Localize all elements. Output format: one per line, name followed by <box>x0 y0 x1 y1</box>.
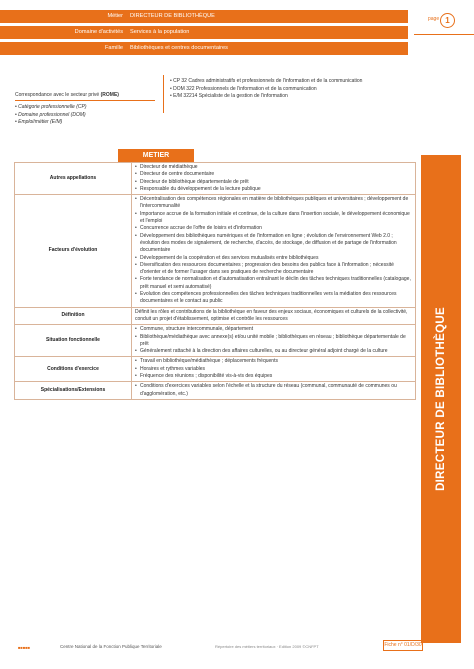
footer-fiche-number: Fiche n° 01/D/30 <box>383 640 423 651</box>
table-row <box>15 325 416 357</box>
correspondence-list <box>15 104 155 127</box>
row-label: Situation fonctionnelle <box>15 325 132 357</box>
row-label: Autres appellations <box>15 163 132 195</box>
footer <box>0 640 474 669</box>
rome-code: • CP 32 Cadres administratifs et professionnels de l'information et de la communication <box>170 78 363 84</box>
header-label: Famille <box>104 45 123 51</box>
list-item: • Développement des bibliothèques numériques et de l'information en ligne ; évolution de l'environnement Web 2.0 ; évolution des modes de signalement, de recherche, d'accès, de stockage, de diffusion et de partage de l'information documentaire <box>135 233 412 255</box>
correspondence-title-code: (ROME) <box>100 92 119 98</box>
row-content <box>132 357 416 382</box>
row-content <box>132 195 416 307</box>
section-tab-metier: METIER <box>118 149 194 162</box>
row-content <box>132 163 416 195</box>
list-item: • Evolution des compétences professionnelles des tâches techniques traditionnelles vers la médiation des ressources documentaires et le contact au public <box>135 291 412 306</box>
row-label: Conditions d'exercice <box>15 357 132 382</box>
metier-table <box>14 162 416 400</box>
list-item: • Directeur de centre documentaire <box>135 171 412 178</box>
header-value: DIRECTEUR DE BIBLIOTHÈQUE <box>130 13 215 19</box>
row-label: Définition <box>15 307 132 325</box>
list-item: • Horaires et rythmes variables <box>135 366 412 373</box>
bullet-list <box>135 196 412 305</box>
rome-code: • E/M 32214 Spécialiste de la gestion de l'information <box>170 93 288 99</box>
list-item: • Fréquence des réunions ; disponibilité vis-à-vis des équipes <box>135 373 412 380</box>
list-item: • Diversification des ressources documentaires ; progression des besoins des publics face à l'information ; nécessité d'orienter et de former l'usager dans ses pratiques de recherche documentaire <box>135 262 412 277</box>
list-item: • Décentralisation des compétences régionales en matière de bibliothèques publiques et universitaires ; développement de l'intercommunalité <box>135 196 412 211</box>
sidebar-title-band <box>421 155 461 643</box>
row-label: Spécialisations/Extensions <box>15 382 132 400</box>
correspondence-item: • Domaine professionnel (DOM) <box>15 111 86 118</box>
footer-mark: ■■■■■ <box>18 645 31 650</box>
list-item: • Directeur de médiathèque <box>135 164 412 171</box>
list-item: • Concurrence accrue de l'offre de loisirs et d'information <box>135 225 412 232</box>
header-value: Services à la population <box>130 29 190 35</box>
table-row <box>15 382 416 400</box>
list-item: • Généralement rattaché à la direction des affaires culturelles, ou au directeur général adjoint chargé de la culture <box>135 348 412 355</box>
list-item: • Conditions d'exercices variables selon l'échelle et la structure du réseau (communal, communauté de communes ou d'agglomération, etc.) <box>135 383 412 398</box>
header-value: Bibliothèques et centres documentaires <box>130 45 228 51</box>
list-item: • Responsable du développement de la lecture publique <box>135 186 412 193</box>
correspondence-item: • Catégorie professionnelle (CP) <box>15 104 87 110</box>
header-row-domaine <box>0 26 408 39</box>
correspondence-title <box>15 92 155 101</box>
bullet-list <box>135 326 412 355</box>
bullet-list <box>135 164 412 193</box>
page-divider <box>414 34 474 35</box>
row-content <box>132 307 416 325</box>
header-label: Domaine d'activités <box>74 29 123 35</box>
header <box>0 0 474 60</box>
page-indicator <box>414 10 474 55</box>
table-row <box>15 357 416 382</box>
page-label: page <box>428 16 440 22</box>
page-number: 1 <box>440 13 455 28</box>
header-row-famille <box>0 42 408 55</box>
correspondence-title-text: Correspondance avec le secteur privé <box>15 92 100 98</box>
rome-codes <box>170 78 362 101</box>
bullet-list <box>135 383 412 398</box>
sidebar-title: DIRECTEUR DE BIBLIOTHÈQUE <box>435 307 447 491</box>
table-row <box>15 307 416 325</box>
header-label: Métier <box>107 13 123 19</box>
row-label: Facteurs d'évolution <box>15 195 132 307</box>
list-item: • Travail en bibliothèque/médiathèque ; déplacements fréquents <box>135 358 412 365</box>
rome-code: • DOM 322 Professionnels de l'information et de la communication <box>170 85 317 92</box>
correspondence-block <box>15 92 155 127</box>
list-item: • Directeur de bibliothèque départementale de prêt <box>135 179 412 186</box>
bullet-list <box>135 358 412 380</box>
correspondence-item: • Emploi/métier (E/M) <box>15 119 63 125</box>
row-text: Définit les rôles et contributions de la bibliothèque en faveur des enjeux sociaux, économiques et culturels de la collectivité, conduit un projet d'établissement, optimise et contrôle les ressources <box>135 308 408 322</box>
row-content <box>132 382 416 400</box>
correspondence-divider <box>163 75 164 113</box>
list-item: • Développement de la coopération et des services mutualisés entre bibliothèques <box>135 255 412 262</box>
list-item: • Commune, structure intercommunale, département <box>135 326 412 333</box>
list-item: • Bibliothèque/médiathèque avec annexe(s) et/ou unité mobile ; bibliothèques en réseau ; bibliothèque départementale de prêt <box>135 334 412 349</box>
footer-meta: Répertoire des métiers territoriaux · Edition 2009 ©CNFPT <box>215 644 319 649</box>
table-row <box>15 163 416 195</box>
header-row-metier <box>0 10 408 23</box>
list-item: • Forte tendance de normalisation et d'automatisation entraînant le déclin des tâches techniques traditionnelles (catalogage, prêt manuel et semi automatisé) <box>135 276 412 291</box>
row-content <box>132 325 416 357</box>
footer-organization: Centre National de la Fonction Publique Territoriale <box>60 644 162 649</box>
table-row <box>15 195 416 307</box>
list-item: • Importance accrue de la formation initiale et continue, de la culture dans l'insertion sociale, le développement économique et l'emploi <box>135 211 412 226</box>
